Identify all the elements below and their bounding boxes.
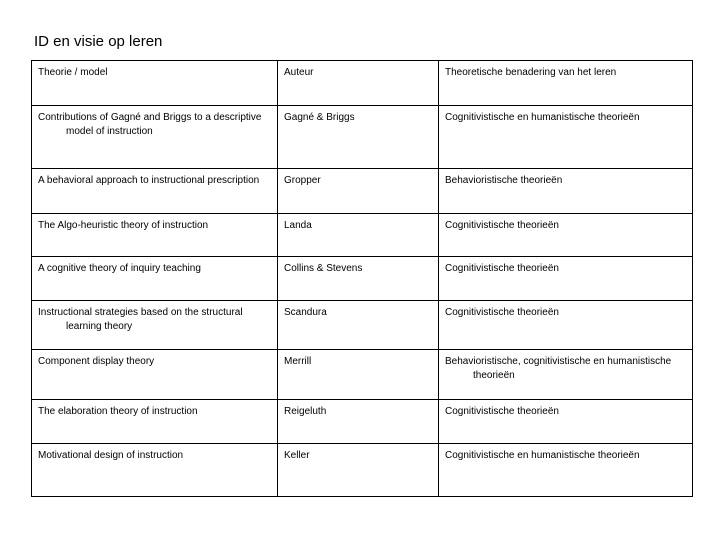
theory-text: Motivational design of instruction [38, 450, 184, 461]
approach-text: Cognitivistische theorieën [445, 406, 559, 417]
page-title: ID en visie op leren [34, 33, 163, 50]
theory-cell [32, 214, 278, 257]
author-text: Reigeluth [284, 406, 327, 417]
approach-cell [439, 301, 693, 350]
table-header-row [32, 61, 693, 106]
approach-text: Cognitivistische en humanistische theorieën [445, 112, 640, 123]
approach-cell [439, 400, 693, 444]
author-text: Merrill [284, 356, 312, 367]
theory-text: A cognitive theory of inquiry teaching [38, 263, 201, 274]
table-row [32, 214, 693, 257]
author-cell [278, 301, 439, 350]
author-text: Gagné & Briggs [284, 112, 355, 123]
table-row [32, 257, 693, 301]
theory-text: A behavioral approach to instructional prescription [38, 175, 260, 186]
theory-text: The elaboration theory of instruction [38, 406, 198, 417]
theory-text: The Algo-heuristic theory of instruction [38, 220, 209, 231]
table-row [32, 106, 693, 169]
table-row [32, 400, 693, 444]
author-text: Keller [284, 450, 310, 461]
approach-cell [439, 106, 693, 169]
approach-cell [439, 257, 693, 301]
header-cell-theory [32, 61, 278, 106]
author-cell [278, 444, 439, 497]
header-approach: Theoretische benadering van het leren [445, 67, 617, 78]
approach-text: Cognitivistische theorieën [445, 307, 559, 318]
theory-cell [32, 106, 278, 169]
author-cell [278, 257, 439, 301]
approach-text: Behavioristische, cognitivistische en humanistische theorieën [445, 356, 672, 381]
approach-cell [439, 169, 693, 214]
approach-text: Behavioristische theorieën [445, 175, 563, 186]
theory-cell [32, 350, 278, 400]
table-row [32, 169, 693, 214]
theory-cell [32, 169, 278, 214]
author-text: Collins & Stevens [284, 263, 363, 274]
theory-text: Instructional strategies based on the structural learning theory [38, 307, 243, 332]
approach-text: Cognitivistische theorieën [445, 263, 559, 274]
table-row [32, 444, 693, 497]
table-row [32, 301, 693, 350]
author-text: Landa [284, 220, 312, 231]
approach-text: Cognitivistische theorieën [445, 220, 559, 231]
author-cell [278, 350, 439, 400]
author-cell [278, 400, 439, 444]
author-cell [278, 214, 439, 257]
author-text: Gropper [284, 175, 321, 186]
author-cell [278, 169, 439, 214]
theory-text: Component display theory [38, 356, 155, 367]
approach-text: Cognitivistische en humanistische theorieën [445, 450, 640, 461]
theory-cell [32, 301, 278, 350]
theory-cell [32, 400, 278, 444]
theory-text: Contributions of Gagné and Briggs to a descriptive model of instruction [38, 112, 262, 137]
header-author: Auteur [284, 67, 314, 78]
approach-cell [439, 444, 693, 497]
table-row [32, 350, 693, 400]
theory-table [31, 60, 693, 497]
approach-cell [439, 214, 693, 257]
header-theory: Theorie / model [38, 67, 108, 78]
theory-cell [32, 444, 278, 497]
theory-cell [32, 257, 278, 301]
header-cell-approach [439, 61, 693, 106]
header-cell-author [278, 61, 439, 106]
author-cell [278, 106, 439, 169]
author-text: Scandura [284, 307, 327, 318]
approach-cell [439, 350, 693, 400]
